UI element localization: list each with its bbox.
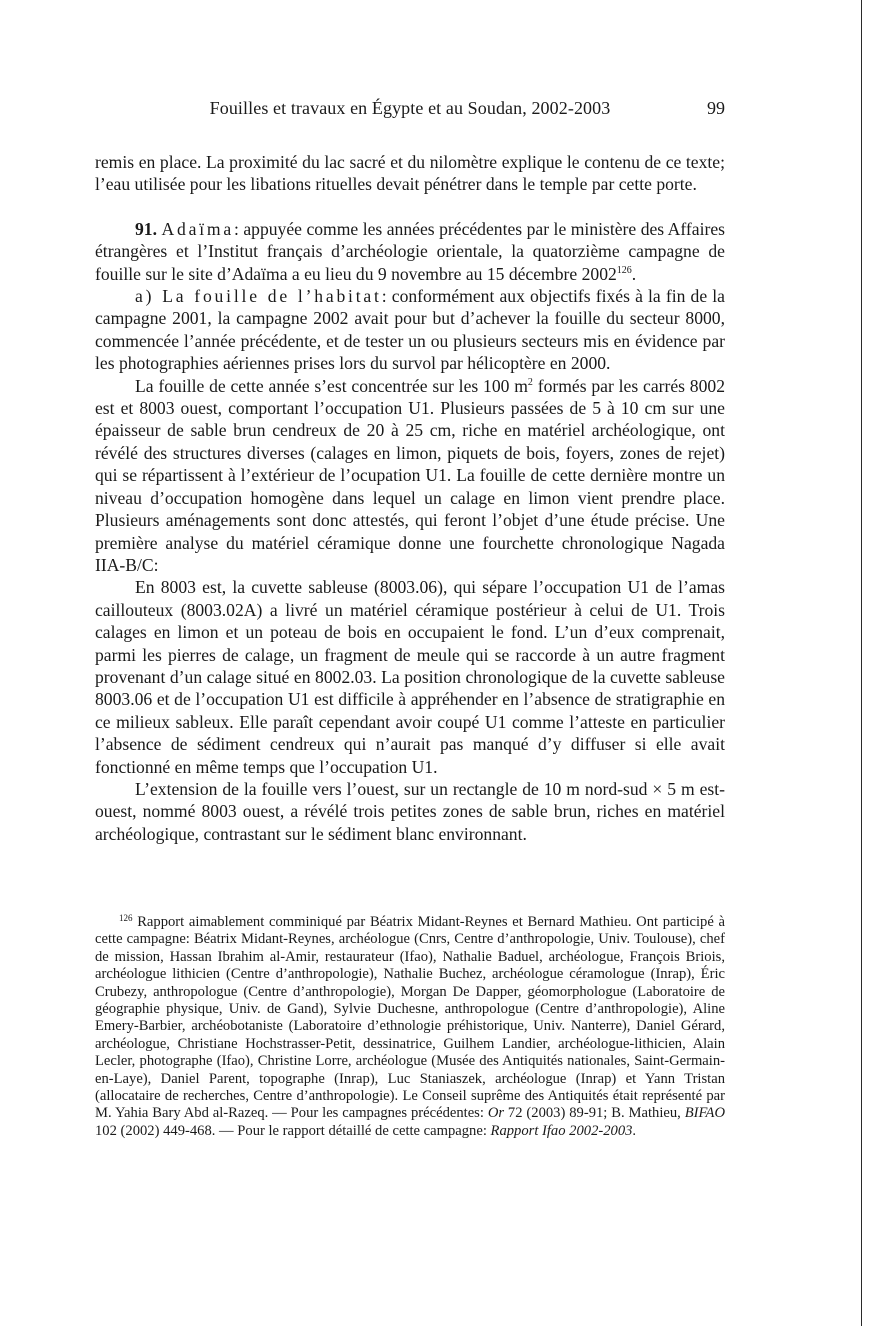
section-intro-end: .: [631, 263, 637, 284]
footnote-number: 126: [119, 913, 133, 923]
footnote-text: Rapport aimablement comminiqué par Béatrix Midant-Reynes et Bernard Mathieu. Ont participé à cette campagne: Béatrix Midant-Reynes, archéologue (Cnrs, Centre d’anthropologie, Univ. Toulouse), chef de mission, Hassan Ibrahim al-Amir, restaurateur (Ifao), Nathalie Baduel, archéologue, François Briois, archéologue lithicien (Centre d’anthropologie), Nathalie Buchez, archéologue céramologue (Inrap), Éric Crubezy, anthropologue (Centre d’anthropologie), Morgan De Dapper, géomorphologue (Laboratoire de géographie physique, Univ. de Gand), Sylvie Duchesne, anthropologue (Centre d’anthropologie), Aline Emery-Barbier, archéobotaniste (Laboratoire d’ethnologie préhistorique, Univ. Nanterre), Daniel Gérard, archéologue, Christiane Hochstrasser-Petit, dessinatrice, Guilhem Landier, archéologue-lithicien, Alain Lecler, photographe (Ifao), Christine Lorre, archéologue (Musée des Antiquités nationales, Saint-Germain-en-Laye), Daniel Parent, topographe (Inrap), Luc Staniaszek, archéologue (Inrap) et Yann Tristan (allocataire de recherches, Centre d’anthropologie). Le Conseil suprême des Antiquités était représenté par M. Yahia Bary Abd al-Razeq. — Pour les campagnes précédentes:: [95, 914, 725, 1122]
footnote-reference: 126: [616, 264, 632, 276]
subsection-label: a) La fouille de l’habitat: [135, 286, 382, 307]
paragraph-excavation-a: La fouille de cette année s’est concentrée sur les 100 m: [135, 375, 528, 396]
section-number: 91.: [135, 218, 157, 239]
footnote-ref-detail: 72 (2003) 89-91; B. Mathieu,: [504, 1105, 685, 1122]
running-header: [95, 98, 725, 122]
footnote-ref-title: Or: [487, 1105, 505, 1122]
header-title: Fouilles et travaux en Égypte et au Soudan, 2002-2003: [209, 98, 611, 118]
paragraph-habitat: [95, 285, 725, 375]
section-intro-text: : appuyée comme les années précédentes par le ministère des Affaires étrangères et l’Institut français d’archéologie orientale, la quatorzième campagne de fouille sur le site d’Adaïma a eu lieu du 9 novembre au 15 décembre 2002: [95, 218, 725, 284]
footnote-ref-title: BIFAO: [684, 1105, 725, 1122]
footnote-paragraph: [95, 914, 725, 1140]
footnote-126: [95, 914, 725, 1140]
main-text: [95, 151, 725, 845]
paragraph-excavation: [95, 375, 725, 577]
page-number: 99: [707, 98, 725, 118]
paragraph-excavation-b: formés par les carrés 8002 est et 8003 ouest, comportant l’occupation U1. Plusieurs passées de 5 à 10 cm sur une épaisseur de sable brun cendreux de 20 à 25 cm, riche en matériel archéologique, ont révélé des structures diverses (calages en limon, piquets de bois, foyers, zones de rejet) qui se répartissent à l’extérieur de l’ocupation U1. La fouille de cette dernière montre un niveau d’occupation homogène dans lequel un calage en limon vient prendre place. Plusieurs aménagements sont donc attestés, qui feront l’objet d’une étude précise. Une première analyse du matériel céramique donne une fourchette chronologique Nagada IIA-B/C:: [95, 375, 725, 575]
footnote-ref-title: Rapport Ifao 2002-2003: [490, 1122, 633, 1139]
page-edge-line: [861, 0, 862, 1326]
paragraph-cuvette: En 8003 est, la cuvette sableuse (8003.06), qui sépare l’occupation U1 de l’amas caillouteux (8003.02A) a livré un matériel céramique postérieur à celui de U1. Trois calages en limon et un poteau de bois en occupaient le fond. L’un d’eux comprenait, parmi les pierres de calage, un fragment de meule qui se raccorde à un autre fragment provenant d’un calage situé en 8002.03. La position chronologique de la cuvette sableuse 8003.06 et de l’occupation U1 est difficile à appréhender en l’absence de stratigraphie en ce milieux sableux. Elle paraît cependant avoir coupé U1 comme l’atteste en particulier l’absence de sédiment cendreux qui n’aurait pas manqué d’y diffuser si elle avait fonctionné en même temps que l’occupation U1.: [95, 577, 725, 777]
paragraph-extension: L’extension de la fouille vers l’ouest, sur un rectangle de 10 m nord-sud × 5 m est-ouest, nommé 8003 ouest, a révélé trois petites zones de sable brun, riches en matériel archéologique, contrastant sur le sédiment blanc environnant.: [95, 778, 725, 844]
subsection-text: : conformément aux objectifs fixés à la fin de la campagne 2001, la campagne 2002 avait pour but d’achever la fouille du secteur 8000, commencée l’année précédente, et de tester un ou plusieurs secteurs mis en évidence par les photographies aériennes prises lors du survol par hélicoptère en 2000.: [95, 286, 725, 374]
footnote-end: .: [632, 1122, 637, 1139]
section-site-name: Adaïma: [161, 218, 234, 239]
footnote-ref-detail: 102 (2002) 449-468. — Pour le rapport détaillé de cette campagne:: [95, 1122, 491, 1139]
superscript-squared: 2: [527, 376, 533, 388]
paragraph-section-91: [95, 218, 725, 285]
paragraph-continuation: remis en place. La proximité du lac sacré et du nilomètre explique le contenu de ce texte; l’eau utilisée pour les libations rituelles devait pénétrer dans le temple par cette porte.: [95, 152, 725, 195]
